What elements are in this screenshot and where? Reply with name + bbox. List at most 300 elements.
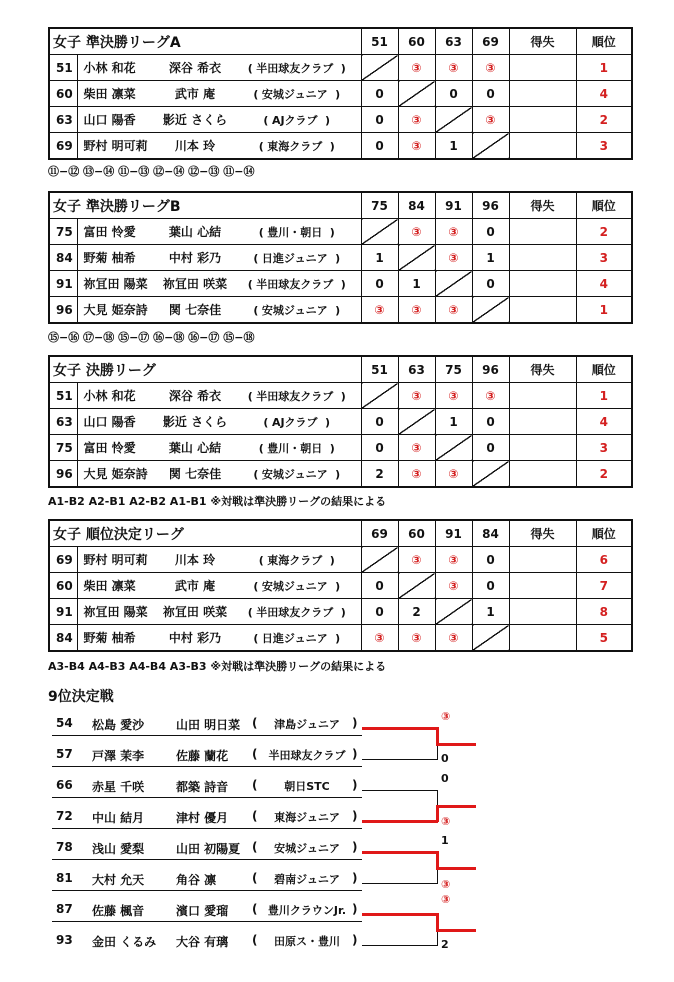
rank-cell: 4 — [576, 271, 632, 297]
note-order-b: ⑮−⑯ ⑰−⑱ ⑮−⑰ ⑯−⑱ ⑯−⑰ ⑮−⑱ — [48, 331, 255, 344]
rank-cell: 3 — [576, 133, 632, 160]
player-name-1: 大見 姫奈詩 — [77, 297, 157, 324]
club-name: 碧南ジュニア — [274, 873, 340, 886]
player-name-2: 影近 さくら — [157, 409, 233, 435]
club-close-paren: ) — [352, 809, 358, 823]
player-name-1: 富田 怜愛 — [77, 435, 157, 461]
score-diff-cell — [509, 383, 576, 409]
score-cell: ③ — [435, 297, 472, 324]
table-row — [49, 55, 632, 81]
bracket-line — [437, 930, 438, 946]
club-name: ( 東海クラブ ) — [233, 133, 361, 160]
bracket-win-line — [436, 929, 476, 932]
score-cell: ③ — [435, 245, 472, 271]
col-header: 63 — [398, 356, 435, 383]
player-number: 51 — [49, 55, 77, 81]
score-cell: 0 — [361, 409, 398, 435]
bracket-line — [362, 945, 438, 946]
diagonal-cell — [398, 245, 435, 271]
diagonal-cell — [472, 461, 509, 488]
bracket-score: ③ — [441, 710, 451, 723]
player-name-2: 深谷 希衣 — [157, 55, 233, 81]
score-cell: 0 — [361, 435, 398, 461]
rank-header: 順位 — [576, 520, 632, 547]
player-name-2: 関 七奈佳 — [157, 461, 233, 488]
row-divider — [52, 921, 362, 922]
player-name-1: 佐藤 楓音 — [92, 904, 145, 918]
bracket-score: ③ — [441, 878, 451, 891]
score-cell: 2 — [398, 599, 435, 625]
player-number: 75 — [49, 435, 77, 461]
score-diff-cell — [509, 599, 576, 625]
player-name-1: 山口 陽香 — [77, 107, 157, 133]
diagonal-cell — [435, 271, 472, 297]
player-name-2: 角谷 凛 — [176, 873, 217, 887]
player-name-2: 祢冝田 咲菜 — [157, 271, 233, 297]
club-name: ( 安城ジュニア ) — [233, 81, 361, 107]
score-cell: ③ — [435, 55, 472, 81]
diagonal-cell — [398, 573, 435, 599]
player-name-2: 葉山 心結 — [157, 219, 233, 245]
table-row — [49, 383, 632, 409]
club-open-paren: ( — [252, 840, 258, 854]
club-name: ( 安城ジュニア ) — [233, 573, 361, 599]
player-number: 63 — [49, 409, 77, 435]
club-close-paren: ) — [352, 716, 358, 730]
club-name: ( 半田球友クラブ ) — [233, 383, 361, 409]
score-cell: ③ — [398, 219, 435, 245]
club-name: ( 豊川・朝日 ) — [233, 435, 361, 461]
rank-cell: 2 — [576, 107, 632, 133]
score-cell: ③ — [435, 461, 472, 488]
bracket-line — [437, 868, 438, 884]
bracket-entry — [52, 712, 362, 736]
rank-header: 順位 — [576, 356, 632, 383]
table-title: 女子 順位決定リーグ — [49, 520, 361, 547]
bracket-win-line — [362, 727, 438, 730]
club-name: ( 東海クラブ ) — [233, 547, 361, 573]
score-cell: ③ — [361, 625, 398, 652]
score-diff-cell — [509, 409, 576, 435]
club-close-paren: ) — [352, 871, 358, 885]
player-number: 87 — [56, 902, 73, 916]
club-name: 津島ジュニア — [274, 718, 340, 731]
player-name-2: 山田 明日菜 — [176, 718, 241, 732]
bracket-score: 2 — [441, 938, 449, 951]
bracket-win-line — [436, 867, 476, 870]
score-cell: 0 — [472, 573, 509, 599]
rank-cell: 3 — [576, 245, 632, 271]
table-row — [49, 547, 632, 573]
club-open-paren: ( — [252, 871, 258, 885]
club-name: ( 安城ジュニア ) — [233, 461, 361, 488]
col-header: 96 — [472, 192, 509, 219]
score-cell: ③ — [472, 55, 509, 81]
rank-cell: 4 — [576, 409, 632, 435]
player-name-2: 祢冝田 咲菜 — [157, 599, 233, 625]
club-name: 豊川クラウンJr. — [267, 904, 347, 917]
rank-cell: 5 — [576, 625, 632, 652]
club-name: ( 安城ジュニア ) — [233, 297, 361, 324]
table-row — [49, 107, 632, 133]
score-diff-cell — [509, 625, 576, 652]
player-name-1: 富田 怜愛 — [77, 219, 157, 245]
table-row — [49, 271, 632, 297]
player-number: 96 — [49, 297, 77, 324]
score-diff-cell — [509, 219, 576, 245]
club-open-paren: ( — [252, 747, 258, 761]
bracket-score: 0 — [441, 772, 449, 785]
table-row — [49, 81, 632, 107]
club-name: ( 日進ジュニア ) — [233, 625, 361, 652]
col-header: 51 — [361, 356, 398, 383]
bracket-line — [437, 790, 438, 806]
score-cell: 1 — [398, 271, 435, 297]
score-cell: ③ — [435, 547, 472, 573]
score-cell: ③ — [435, 625, 472, 652]
score-cell: ③ — [435, 383, 472, 409]
player-name-1: 戸澤 茉李 — [92, 749, 145, 763]
player-name-2: 武市 庵 — [157, 81, 233, 107]
diagonal-cell — [435, 435, 472, 461]
score-cell: 0 — [472, 271, 509, 297]
club-name: ( 半田球友クラブ ) — [233, 271, 361, 297]
col-header: 91 — [435, 192, 472, 219]
row-divider — [52, 797, 362, 798]
club-open-paren: ( — [252, 809, 258, 823]
league-table — [48, 355, 633, 488]
diagonal-cell — [361, 55, 398, 81]
bracket-score: 1 — [441, 834, 449, 847]
table-row — [49, 219, 632, 245]
player-name-1: 祢冝田 陽菜 — [77, 599, 157, 625]
col-header: 75 — [435, 356, 472, 383]
score-diff-cell — [509, 81, 576, 107]
score-cell: 1 — [472, 599, 509, 625]
score-diff-cell — [509, 547, 576, 573]
player-number: 72 — [56, 809, 73, 823]
score-diff-cell — [509, 107, 576, 133]
player-name-1: 小林 和花 — [77, 55, 157, 81]
table-row — [49, 599, 632, 625]
player-number: 60 — [49, 573, 77, 599]
row-divider — [52, 766, 362, 767]
player-name-1: 小林 和花 — [77, 383, 157, 409]
bracket-line — [362, 759, 438, 760]
club-close-paren: ) — [352, 778, 358, 792]
diagonal-cell — [398, 81, 435, 107]
player-name-1: 大見 姫奈詩 — [77, 461, 157, 488]
bracket-entry — [52, 743, 362, 767]
player-name-2: 佐藤 蘭花 — [176, 749, 229, 763]
player-number: 51 — [49, 383, 77, 409]
bracket-win-line — [436, 805, 476, 808]
club-close-paren: ) — [352, 902, 358, 916]
player-name-1: 赤星 千咲 — [92, 780, 145, 794]
club-name: 安城ジュニア — [274, 842, 340, 855]
club-name: 半田球友クラブ — [268, 749, 346, 762]
score-diff-cell — [509, 55, 576, 81]
score-diff-cell — [509, 297, 576, 324]
player-name-1: 松島 愛沙 — [92, 718, 145, 732]
club-name: 朝日STC — [284, 780, 330, 793]
player-name-1: 野菊 柚希 — [77, 245, 157, 271]
player-name-1: 野村 明可莉 — [77, 547, 157, 573]
score-cell: ③ — [435, 219, 472, 245]
player-name-2: 武市 庵 — [157, 573, 233, 599]
player-number: 69 — [49, 547, 77, 573]
rank-header: 順位 — [576, 192, 632, 219]
ninth-place-title: 9位決定戦 — [48, 689, 114, 705]
score-cell: 1 — [361, 245, 398, 271]
rank-cell: 2 — [576, 461, 632, 488]
note-placement: A3-B4 A4-B3 A4-B4 A3-B3 ※対戦は準決勝リーグの結果による — [48, 660, 387, 673]
col-header: 69 — [472, 28, 509, 55]
score-cell: 0 — [361, 271, 398, 297]
score-cell: ③ — [472, 107, 509, 133]
player-number: 91 — [49, 271, 77, 297]
table-title: 女子 準決勝リーグB — [49, 192, 361, 219]
player-name-2: 葉山 心結 — [157, 435, 233, 461]
diagonal-cell — [472, 133, 509, 160]
club-name: ( AJクラブ ) — [233, 107, 361, 133]
league-table — [48, 191, 633, 324]
score-cell: ③ — [398, 547, 435, 573]
club-open-paren: ( — [252, 778, 258, 792]
player-number: 54 — [56, 716, 73, 730]
player-number: 84 — [49, 625, 77, 652]
table-title: 女子 準決勝リーグA — [49, 28, 361, 55]
score-cell: ③ — [398, 383, 435, 409]
col-header: 91 — [435, 520, 472, 547]
score-diff-cell — [509, 133, 576, 160]
diagonal-cell — [472, 297, 509, 324]
club-name: ( 半田球友クラブ ) — [233, 55, 361, 81]
col-header: 63 — [435, 28, 472, 55]
player-number: 96 — [49, 461, 77, 488]
score-cell: 0 — [361, 107, 398, 133]
table-title: 女子 決勝リーグ — [49, 356, 361, 383]
player-name-2: 中村 彩乃 — [157, 245, 233, 271]
diagonal-cell — [398, 409, 435, 435]
club-name: ( 日進ジュニア ) — [233, 245, 361, 271]
league-table — [48, 519, 633, 652]
club-name: ( 半田球友クラブ ) — [233, 599, 361, 625]
rank-cell: 1 — [576, 55, 632, 81]
player-name-1: 柴田 凛菜 — [77, 81, 157, 107]
player-number: 91 — [49, 599, 77, 625]
score-cell: 0 — [472, 547, 509, 573]
club-name: ( 豊川・朝日 ) — [233, 219, 361, 245]
score-cell: ③ — [361, 297, 398, 324]
bracket-entry — [52, 898, 362, 922]
player-name-2: 濱口 愛瑠 — [176, 904, 229, 918]
score-cell: ③ — [398, 107, 435, 133]
bracket-entry — [52, 836, 362, 860]
rank-cell: 8 — [576, 599, 632, 625]
player-name-2: 山田 初陽夏 — [176, 842, 241, 856]
score-header: 得失 — [509, 356, 576, 383]
rank-cell: 3 — [576, 435, 632, 461]
row-divider — [52, 735, 362, 736]
diagonal-cell — [435, 107, 472, 133]
player-name-2: 中村 彩乃 — [157, 625, 233, 652]
score-cell: 0 — [361, 81, 398, 107]
diagonal-cell — [361, 383, 398, 409]
score-diff-cell — [509, 435, 576, 461]
note-order-a: ⑪−⑫ ⑬−⑭ ⑪−⑬ ⑫−⑭ ⑫−⑬ ⑪−⑭ — [48, 165, 255, 178]
col-header: 60 — [398, 28, 435, 55]
table-row — [49, 435, 632, 461]
player-name-2: 川本 玲 — [157, 547, 233, 573]
club-name: 田原ス・豊川 — [274, 935, 340, 948]
score-cell: 1 — [435, 409, 472, 435]
score-cell: 0 — [472, 219, 509, 245]
score-diff-cell — [509, 271, 576, 297]
club-close-paren: ) — [352, 933, 358, 947]
score-cell: ③ — [398, 133, 435, 160]
player-number: 66 — [56, 778, 73, 792]
table-row — [49, 297, 632, 324]
score-cell: 0 — [361, 133, 398, 160]
club-open-paren: ( — [252, 716, 258, 730]
player-name-1: 野菊 柚希 — [77, 625, 157, 652]
score-cell: 0 — [472, 81, 509, 107]
player-name-1: 祢冝田 陽菜 — [77, 271, 157, 297]
player-name-1: 大村 允天 — [92, 873, 145, 887]
bracket-win-line — [436, 743, 476, 746]
player-number: 81 — [56, 871, 73, 885]
score-cell: 1 — [472, 245, 509, 271]
score-cell: 0 — [361, 599, 398, 625]
score-cell: ③ — [472, 383, 509, 409]
col-header: 84 — [398, 192, 435, 219]
club-close-paren: ) — [352, 840, 358, 854]
bracket-line — [362, 883, 438, 884]
bracket-line — [437, 744, 438, 760]
table-row — [49, 245, 632, 271]
score-cell: ③ — [398, 625, 435, 652]
player-name-1: 柴田 凛菜 — [77, 573, 157, 599]
rank-cell: 4 — [576, 81, 632, 107]
col-header: 60 — [398, 520, 435, 547]
row-divider — [52, 828, 362, 829]
rank-cell: 1 — [576, 383, 632, 409]
score-cell: ③ — [398, 435, 435, 461]
bracket-win-line — [362, 820, 438, 823]
bracket-entry — [52, 867, 362, 891]
player-name-2: 大谷 有璃 — [176, 935, 229, 949]
score-cell: 1 — [435, 133, 472, 160]
bracket-line — [362, 790, 438, 791]
col-header: 96 — [472, 356, 509, 383]
score-header: 得失 — [509, 520, 576, 547]
bracket-score: ③ — [441, 893, 451, 906]
score-diff-cell — [509, 573, 576, 599]
player-name-2: 都築 詩音 — [176, 780, 229, 794]
club-name: 東海ジュニア — [274, 811, 340, 824]
score-cell: 0 — [472, 409, 509, 435]
bracket-entry — [52, 929, 362, 953]
col-header: 69 — [361, 520, 398, 547]
score-cell: ③ — [435, 573, 472, 599]
rank-cell: 6 — [576, 547, 632, 573]
table-row — [49, 133, 632, 160]
score-cell: 0 — [361, 573, 398, 599]
player-name-2: 影近 さくら — [157, 107, 233, 133]
player-name-1: 山口 陽香 — [77, 409, 157, 435]
row-divider — [52, 890, 362, 891]
score-header: 得失 — [509, 28, 576, 55]
player-name-2: 川本 玲 — [157, 133, 233, 160]
player-name-1: 野村 明可莉 — [77, 133, 157, 160]
player-number: 69 — [49, 133, 77, 160]
club-name: ( AJクラブ ) — [233, 409, 361, 435]
player-name-1: 浅山 愛梨 — [92, 842, 145, 856]
note-final: A1-B2 A2-B1 A2-B2 A1-B1 ※対戦は準決勝リーグの結果による — [48, 495, 387, 508]
bracket-score: ③ — [441, 815, 451, 828]
player-number: 93 — [56, 933, 73, 947]
player-name-1: 金田 くるみ — [92, 935, 157, 949]
bracket-entry — [52, 774, 362, 798]
player-number: 63 — [49, 107, 77, 133]
col-header: 75 — [361, 192, 398, 219]
diagonal-cell — [472, 625, 509, 652]
player-name-2: 津村 優月 — [176, 811, 229, 825]
col-header: 84 — [472, 520, 509, 547]
player-number: 57 — [56, 747, 73, 761]
player-number: 60 — [49, 81, 77, 107]
diagonal-cell — [435, 599, 472, 625]
club-open-paren: ( — [252, 902, 258, 916]
score-cell: ③ — [398, 297, 435, 324]
rank-header: 順位 — [576, 28, 632, 55]
score-diff-cell — [509, 245, 576, 271]
row-divider — [52, 859, 362, 860]
table-row — [49, 461, 632, 488]
player-number: 78 — [56, 840, 73, 854]
diagonal-cell — [361, 219, 398, 245]
rank-cell: 1 — [576, 297, 632, 324]
score-header: 得失 — [509, 192, 576, 219]
score-cell: ③ — [398, 461, 435, 488]
league-table — [48, 27, 633, 160]
score-cell: 0 — [472, 435, 509, 461]
player-name-2: 関 七奈佳 — [157, 297, 233, 324]
rank-cell: 2 — [576, 219, 632, 245]
diagonal-cell — [361, 547, 398, 573]
bracket-win-line — [362, 851, 438, 854]
bracket-entry — [52, 805, 362, 829]
table-row — [49, 625, 632, 652]
club-close-paren: ) — [352, 747, 358, 761]
player-name-2: 深谷 希衣 — [157, 383, 233, 409]
table-row — [49, 409, 632, 435]
col-header: 51 — [361, 28, 398, 55]
bracket-score: 0 — [441, 752, 449, 765]
score-cell: 2 — [361, 461, 398, 488]
player-number: 84 — [49, 245, 77, 271]
player-name-1: 中山 結月 — [92, 811, 145, 825]
score-cell: 0 — [435, 81, 472, 107]
score-cell: ③ — [398, 55, 435, 81]
bracket-win-line — [362, 913, 438, 916]
score-diff-cell — [509, 461, 576, 488]
table-row — [49, 573, 632, 599]
rank-cell: 7 — [576, 573, 632, 599]
player-number: 75 — [49, 219, 77, 245]
club-open-paren: ( — [252, 933, 258, 947]
